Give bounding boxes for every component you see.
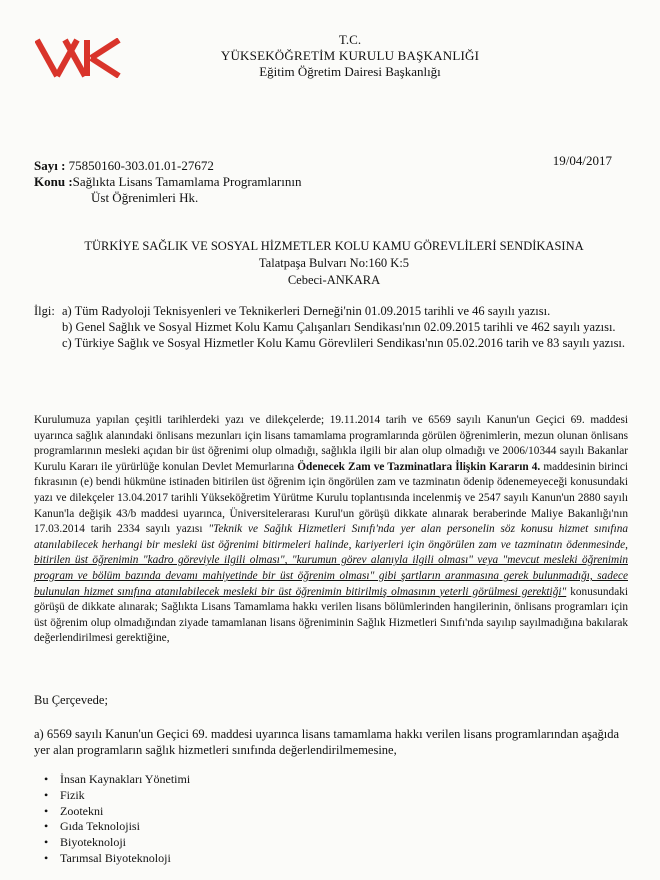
konu-line2: Üst Öğrenimleri Hk. (91, 190, 199, 205)
header-institution: YÜKSEKÖĞRETİM KURULU BAŞKANLIĞI (220, 48, 480, 63)
body-bold-phrase: Ödenecek Zam ve Tazminatlara İlişkin Kararın 4. (297, 460, 541, 473)
letterhead (190, 32, 510, 80)
ilgi-item-b: b) Genel Sağlık ve Sosyal Hizmet Kolu Kamu Çalışanları Sendikası'nın 02.09.2015 tarihli ve 462 sayılı yazısı. (62, 320, 616, 334)
header-tc: T.C. (338, 32, 362, 47)
konu-label: Konu : (34, 174, 73, 189)
paragraph-a: a) 6569 sayılı Kanun'un Geçici 69. maddesi uyarınca lisans tamamlama hakkı verilen lisans programlarından aşağıda yer alan programların sağlık hizmetleri sınıfında değerlendirilmemesine, (34, 727, 620, 757)
body-part-3: konusundaki görüşü de dikkate alınarak; Sağlıkta Lisans Tamamlama hakkı verilen lisans bölümlerinden hangilerinin, önlisans programları için üst öğrenim olup olmadığından ziyade tamamlanan lisans öğreniminin Sağlık Hizmetleri Sınıfı'nda sayılıp sayılmadığına bakılarak değerlendirilmesi gerektiğine, (34, 585, 628, 645)
body-part-2: maddesinin birinci fıkrasının (e) bendi hükmüne istinaden bitirilen üst öğrenim için öngörülen zam ve tazminatın ödenip ödenemeyeceği konusundaki yazı ve dilekçeler 13.04.2017 tarihli Yükseköğretim Yürütme Kurulu toplantısında incelenmiş ve 2547 sayılı Kanun'un 2880 sayılı Kanun'la değişik 43/b maddesi uyarınca, Üniversitelerarası Kurul'un görüşü dikkate alınarak beraberinde Maliye Bakanlığı'nın 17.03.2014 tarih 2334 sayılı yazısı (34, 460, 629, 536)
reference-block (34, 303, 634, 351)
body-quote-underlined: bitirilen üst öğrenimin "kadro göreviyle ilgili olması", "kurumun görev alanıyla ilgili olması" veya "mevcut mesleki öğrenimin program ve bölüm bazında devamı mahiyetinde bir üst öğrenim olması" gibi şartların aranmasına gerek bulunmadığı, sadece bulunulan hizmet sınıfına atanılabilecek mesleki bir üst öğrenimin bitirilmiş olmasının yeterli görülmesi gerektiği" (34, 554, 628, 598)
list-item: • İnsan Kaynakları Yönetimi (44, 772, 190, 788)
sayi-value: 75850160-303.01.01-27672 (68, 158, 214, 173)
list-item: • Fizik (44, 788, 190, 804)
body-part-1: Kurulumuza yapılan çeşitli tarihlerdeki yazı ve dilekçelerde; 19.11.2014 tarih ve 6569 sayılı Kanun'un Geçici 69. maddesi uyarınca sağlık alanındaki önlisans mezunları için lisans tamamlama programlarında görülen öğrenimlerin, mezun olunan önlisans programlarının mesleki açıdan bir üst öğrenimi olup olmadığı, sağlıkla ilgili bir alan olup olmadığı ve 2006/10344 sayılı Bakanlar Kurulu Kararı ile yürürlüğe konulan Devlet Memurlarına (34, 414, 628, 473)
addressee-city: Cebeci-ANKARA (287, 273, 381, 287)
ilgi-item-a: a) Tüm Radyoloji Teknisyenleri ve Teknikerleri Derneği'nin 01.09.2015 tarihli ve 46 sayılı yazısı. (62, 304, 551, 318)
header-department: Eğitim Öğretim Dairesi Başkanlığı (259, 64, 441, 79)
program-list (44, 772, 190, 867)
sayi-label: Sayı : (34, 158, 66, 173)
document-date: 19/04/2017 (552, 153, 612, 168)
document-meta (34, 158, 301, 206)
addressee-block (34, 238, 634, 289)
body-quote-intro: "Teknik ve Sağlık Hizmetleri Sınıfı'nda yer alan personelin söz konusu hizmet sınıfına atanılabilecek herhangi bir mesleki üst öğrenimi bitirmeleri halinde, kariyerleri için öngörülen zam ve tazminatın ödenmesinde, (34, 523, 629, 551)
yok-logo (35, 38, 121, 78)
main-paragraph (34, 413, 628, 647)
addressee-street: Talatpaşa Bulvarı No:160 K:5 (258, 256, 410, 270)
list-item: • Tarımsal Biyoteknoloji (44, 851, 190, 867)
list-item: • Zootekni (44, 804, 190, 820)
addressee-name: TÜRKİYE SAĞLIK VE SOSYAL HİZMETLER KOLU KAMU GÖREVLİLERİ SENDİKASINA (84, 239, 584, 253)
ilgi-label: İlgi: (34, 304, 55, 318)
bu-cercevede: Bu Çerçevede; (34, 693, 108, 707)
konu-line1: Sağlıkta Lisans Tamamlama Programlarının (72, 174, 302, 189)
list-item: • Gıda Teknolojisi (44, 819, 190, 835)
list-item: • Biyoteknoloji (44, 835, 190, 851)
ilgi-item-c: c) Türkiye Sağlık ve Sosyal Hizmetler Kolu Kamu Görevlileri Sendikası'nın 05.02.2016 tarih ve 83 sayılı yazısı. (62, 336, 626, 350)
